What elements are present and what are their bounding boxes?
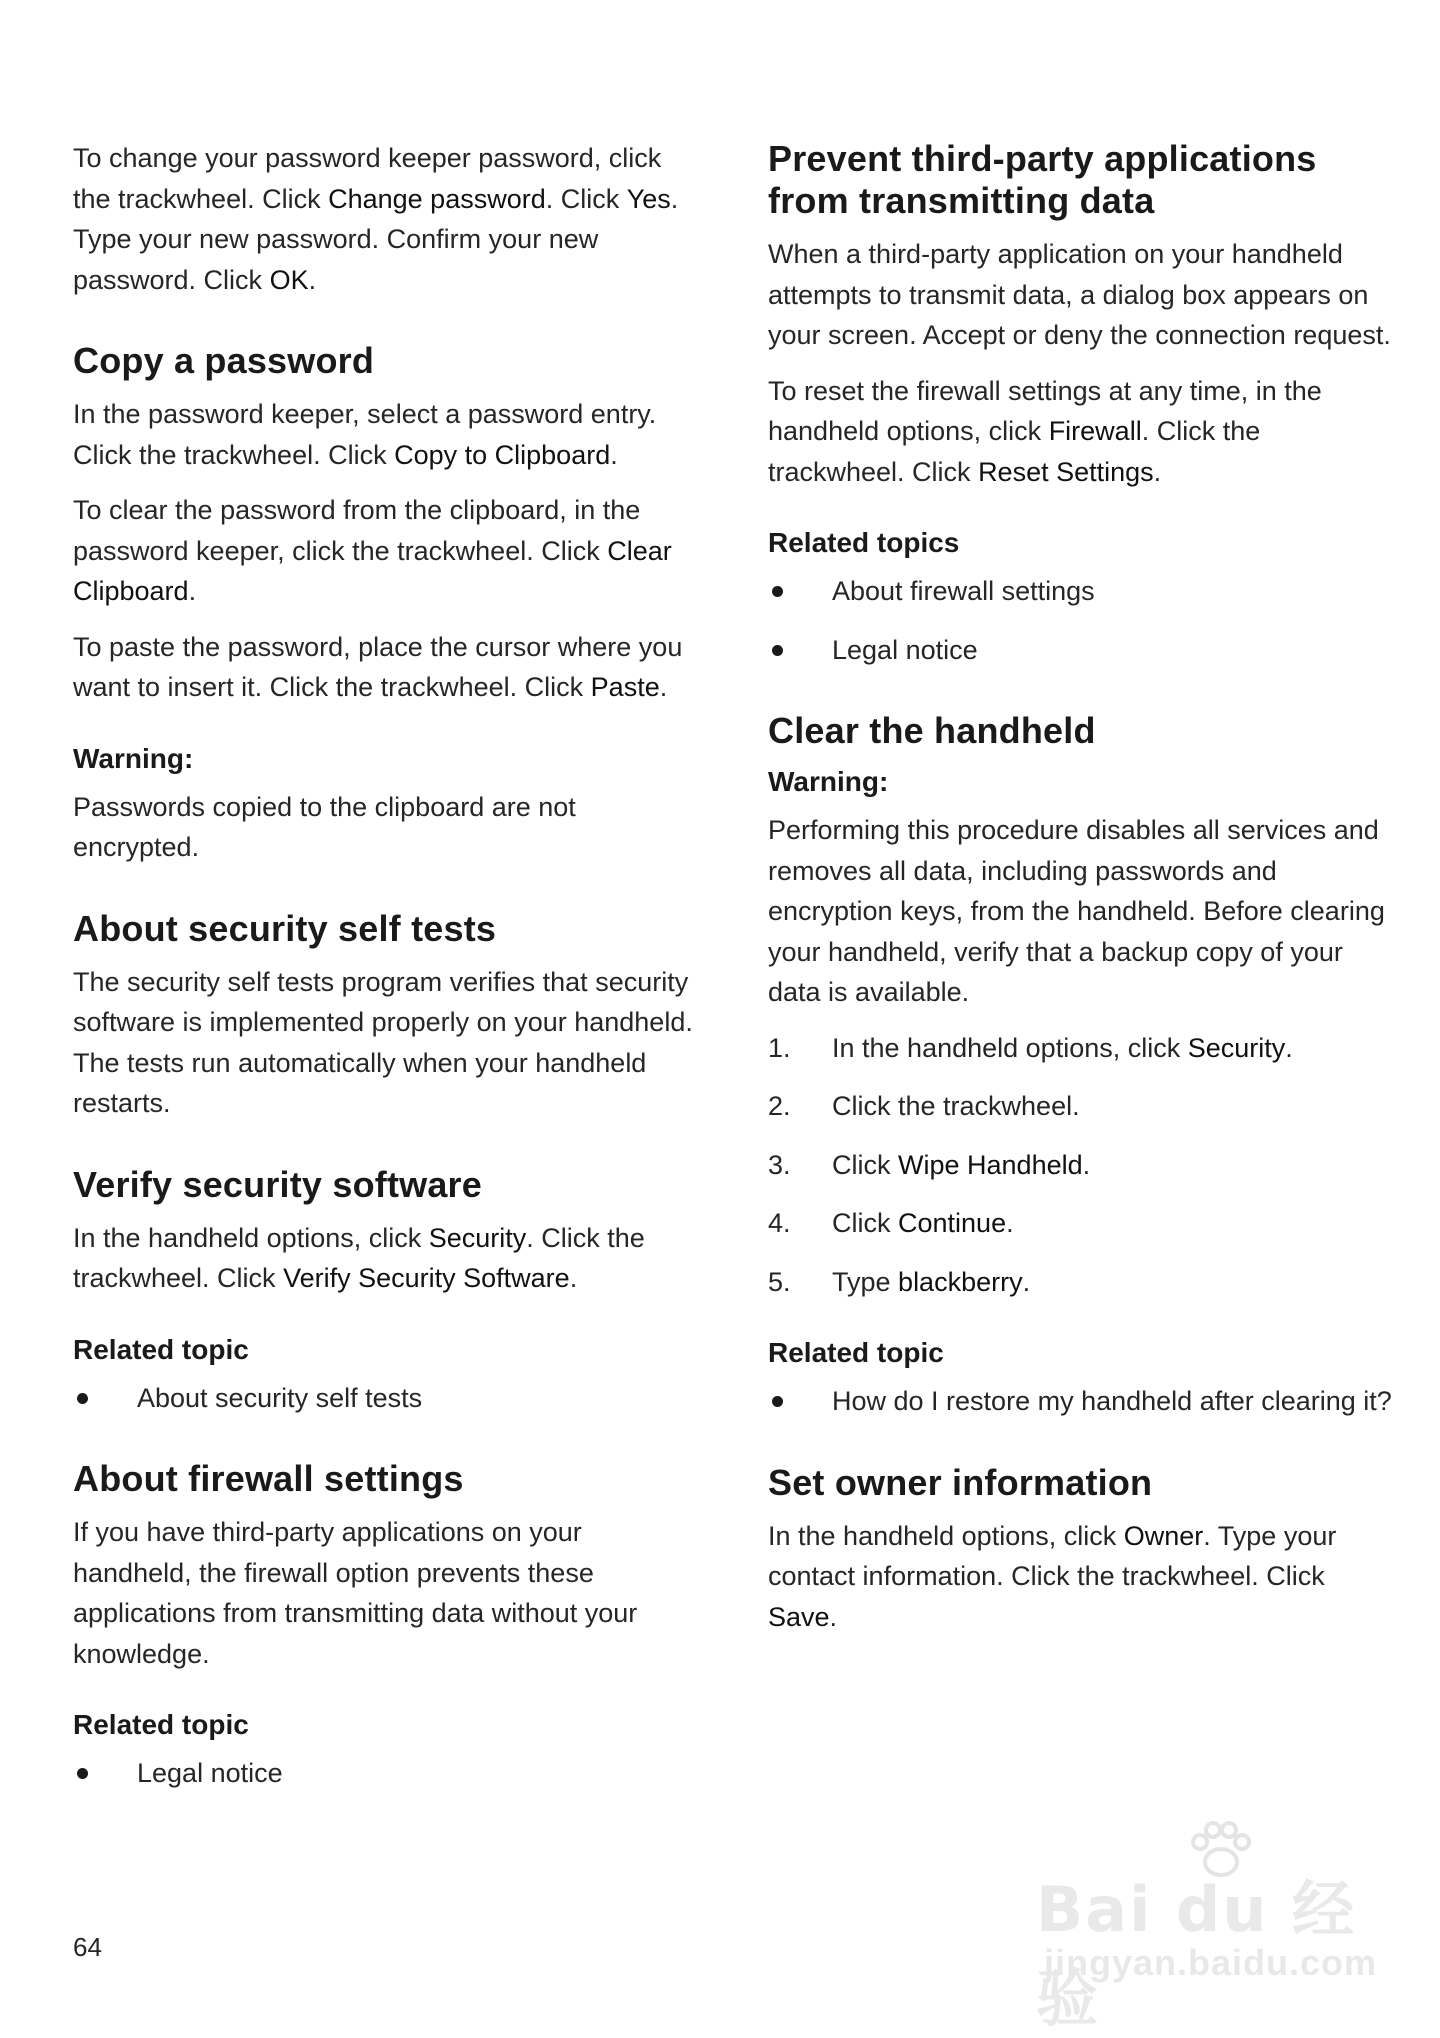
verify-related-list [73, 1378, 703, 1419]
ui-term: Change password [328, 183, 546, 214]
copy-paragraph-2: To clear the password from the clipboard, in the password keeper, click the trackwheel. Click Clear Clipboard. [73, 495, 672, 606]
clear-warning-text: Performing this procedure disables all services and removes all data, including passwords and encryption keys, from the handheld. Before clearing your handheld, verify that a backup copy of your data is available. [768, 815, 1385, 1007]
bullet-icon [772, 645, 783, 656]
firewall-related-list [73, 1753, 703, 1794]
ui-term: Reset Settings [978, 456, 1154, 487]
ui-term: Yes [626, 183, 671, 214]
right-column [768, 138, 1392, 1652]
clear-warning-label: Warning: [768, 766, 889, 797]
ui-term: Security [428, 1222, 527, 1253]
related-topic-link[interactable]: How do I restore my handheld after clearing it? [768, 1381, 1392, 1422]
copy-warning-label: Warning: [73, 742, 194, 774]
prevent-related-label: Related topics [768, 527, 960, 558]
related-topic-link[interactable]: About security self tests [73, 1378, 703, 1419]
prevent-heading: Prevent third-party applications from transmitting data [768, 138, 1317, 221]
clear-handheld-heading: Clear the handheld [768, 710, 1096, 751]
left-column [73, 138, 703, 1812]
prevent-paragraph-1: When a third-party application on your handheld attempts to transmit data, a dialog box appears on your screen. Accept or deny the connection request. [768, 239, 1391, 350]
step-item: 3. Click Wipe Handheld. [768, 1149, 1091, 1180]
firewall-heading: About firewall settings [73, 1458, 464, 1499]
bullet-icon [772, 586, 783, 597]
clear-related-label: Related topic [768, 1337, 944, 1368]
watermark-logo: Bai du 经验 [1036, 1873, 1357, 2035]
ui-term: Continue [898, 1208, 1007, 1238]
self-tests-text: The security self tests program verifies that security software is implemented properly on your handheld. The tests run automatically when your handheld restarts. [73, 966, 693, 1118]
step-item: 1. In the handheld options, click Security. [768, 1032, 1293, 1063]
ui-term: blackberry [898, 1266, 1023, 1297]
ui-term: Owner [1123, 1520, 1204, 1551]
owner-info-text: In the handheld options, click Owner. Type your contact information. Click the trackwheel. Click Save. [768, 1520, 1337, 1632]
bullet-icon [77, 1768, 88, 1779]
clear-steps-list [768, 1028, 1392, 1303]
ui-term: Verify Security Software [283, 1263, 570, 1293]
copy-warning-text: Passwords copied to the clipboard are not encrypted. [73, 791, 576, 862]
firewall-text: If you have third-party applications on your handheld, the firewall option prevents these applications from transmitting data without your knowledge. [73, 1517, 638, 1669]
firewall-related-label: Related topic [73, 1709, 249, 1740]
copy-paragraph-1: In the password keeper, select a password entry. Click the trackwheel. Click Copy to Clipboard. [73, 399, 657, 470]
step-item: 5. Type blackberry. [768, 1266, 1031, 1297]
ui-term: OK [269, 264, 309, 295]
ui-term: Wipe Handheld [898, 1149, 1083, 1180]
self-tests-heading: About security self tests [73, 907, 497, 949]
owner-info-heading: Set owner information [768, 1461, 1153, 1503]
step-item: 4. Click Continue. [768, 1208, 1014, 1238]
verify-software-heading: Verify security software [73, 1163, 482, 1205]
page-number: 64 [73, 1932, 102, 1962]
prevent-paragraph-2: To reset the firewall settings at any time, in the handheld options, click Firewall. Click the trackwheel. Click Reset Settings. [768, 375, 1322, 487]
copy-paragraph-3: To paste the password, place the cursor where you want to insert it. Click the trackwheel. Click Paste. [73, 631, 683, 702]
related-topic-link[interactable]: Legal notice [768, 630, 1392, 671]
clear-related-list [768, 1381, 1392, 1422]
intro-paragraph: To change your password keeper password, click the trackwheel. Click Change password. Click Yes. Type your new password. Confirm your new password. Click OK. [73, 143, 679, 295]
baidu-watermark [1036, 1820, 1378, 2035]
ui-term: Copy to Clipboard [394, 439, 611, 470]
ui-term: Clear Clipboard [73, 535, 672, 606]
bullet-icon [772, 1396, 783, 1407]
verify-software-text: In the handheld options, click Security. Click the trackwheel. Click Verify Security Software. [73, 1222, 645, 1293]
related-topic-link[interactable]: Legal notice [73, 1753, 703, 1794]
verify-related-label: Related topic [73, 1333, 249, 1365]
bullet-icon [77, 1393, 88, 1404]
ui-term: Save [768, 1601, 830, 1632]
prevent-related-list [768, 571, 1392, 670]
copy-password-heading: Copy a password [73, 340, 375, 381]
step-item: 2. Click the trackwheel. [768, 1091, 1080, 1121]
ui-term: Firewall [1048, 416, 1142, 446]
ui-term: Paste [590, 672, 660, 702]
watermark-url: jingyan.baidu.com [1044, 1942, 1378, 1983]
related-topic-link[interactable]: About firewall settings [768, 571, 1392, 612]
ui-term: Security [1187, 1032, 1286, 1063]
